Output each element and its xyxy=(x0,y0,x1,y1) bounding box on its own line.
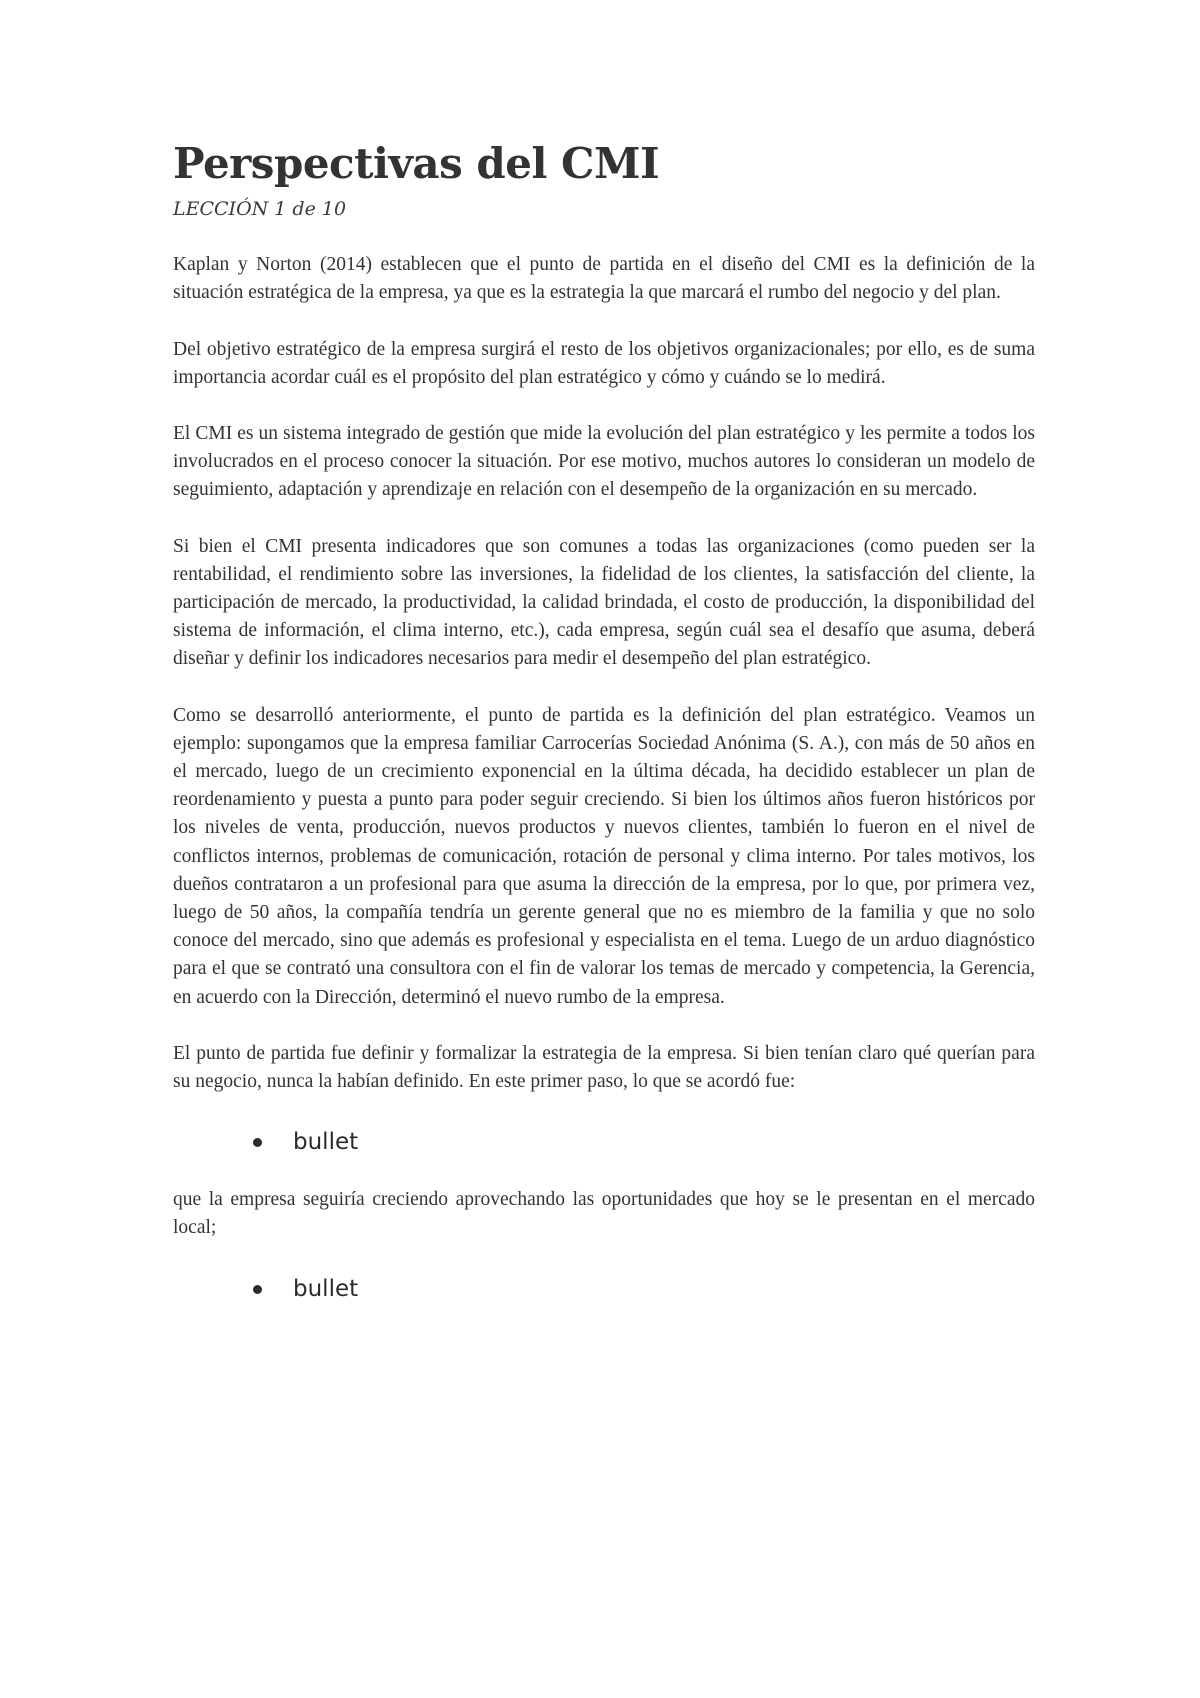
bullet-text: bullet xyxy=(293,1129,359,1156)
list-item xyxy=(253,1124,1035,1160)
paragraph-6: El punto de partida fue definir y formalizar la estrategia de la empresa. Si bien tenían claro qué querían para su negocio, nunca la habían definido. En este primer paso, lo que se acordó fue: xyxy=(173,1042,1035,1092)
page-title: Perspectivas del CMI xyxy=(173,139,660,188)
paragraph-2: Del objetivo estratégico de la empresa surgirá el resto de los objetivos organizacionales; por ello, es de suma importancia acordar cuál es el propósito del plan estratégico y cómo y cuándo se lo medirá. xyxy=(173,338,1035,388)
bullet-list-1 xyxy=(173,1124,1035,1160)
paragraph-4: Si bien el CMI presenta indicadores que son comunes a todas las organizaciones (como pueden ser la rentabilidad, el rendimiento sobre las inversiones, la fidelidad de los clientes, la satisfacción del cliente, la participación de mercado, la productividad, la calidad brindada, el costo de producción, la disponibilidad del sistema de información, el clima interno, etc.), cada empresa, según cuál sea el desafío que asuma, deberá diseñar y definir los indicadores necesarios para medir el desempeño del plan estratégico. xyxy=(173,535,1035,670)
bullet-list-2 xyxy=(173,1271,1035,1307)
paragraph-3: El CMI es un sistema integrado de gestión que mide la evolución del plan estratégico y les permite a todos los involucrados en el proceso conocer la situación. Por ese motivo, muchos autores lo consideran un modelo de seguimiento, adaptación y aprendizaje en relación con el desempeño de la organización en su mercado. xyxy=(173,422,1035,501)
bullet-dot-icon xyxy=(253,1138,262,1147)
bullet-text: bullet xyxy=(293,1275,359,1302)
bullet-dot-icon xyxy=(253,1285,262,1294)
lesson-label: LECCIÓN 1 de 10 xyxy=(173,198,347,221)
document-page xyxy=(173,140,1035,1333)
paragraph-5: Como se desarrolló anteriormente, el punto de partida es la definición del plan estratégico. Veamos un ejemplo: supongamos que la empresa familiar Carrocerías Sociedad Anónima (S. A.), con más de 50 años en el mercado, luego de un crecimiento exponencial en la última década, ha decidido establecer un plan de reordenamiento y puesta a punto para poder seguir creciendo. Si bien los últimos años fueron históricos por los niveles de venta, producción, nuevos productos y nuevos clientes, también lo fueron en el nivel de conflictos internos, problemas de comunicación, rotación de personal y clima interno. Por tales motivos, los dueños contrataron a un profesional para que asuma la dirección de la empresa, por lo que, por primera vez, luego de 50 años, la compañía tendría un gerente general que no es miembro de la familia y que no solo conoce del mercado, sino que además es profesional y especialista en el tema. Luego de un arduo diagnóstico para el que se contrató una consultora con el fin de valorar los temas de mercado y competencia, la Gerencia, en acuerdo con la Dirección, determinó el nuevo rumbo de la empresa. xyxy=(173,704,1035,1008)
paragraph-7: que la empresa seguiría creciendo aprovechando las oportunidades que hoy se le presentan en el mercado local; xyxy=(173,1189,1035,1239)
paragraph-1: Kaplan y Norton (2014) establecen que el punto de partida en el diseño del CMI es la definición de la situación estratégica de la empresa, ya que es la estrategia la que marcará el rumbo del negocio y del plan. xyxy=(173,254,1035,304)
list-item xyxy=(253,1271,1035,1307)
